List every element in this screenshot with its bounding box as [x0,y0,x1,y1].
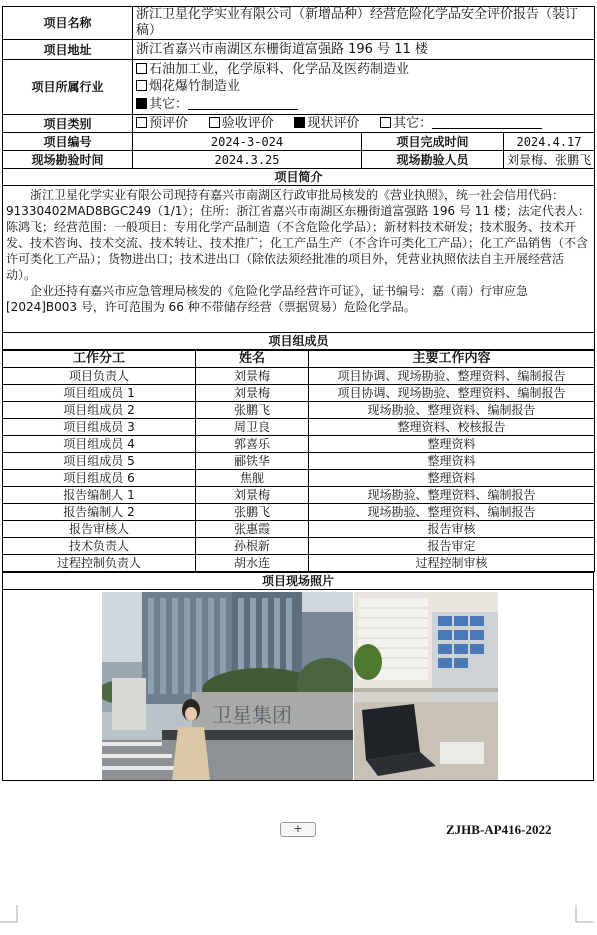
member-work: 整理资料 [309,436,595,453]
survey-time-label: 现场勘验时间 [3,151,133,169]
member-work: 项目协调、现场勘验、整理资料、编制报告 [309,385,595,402]
project-industry-label: 项目所属行业 [3,60,133,115]
member-name: 郭喜乐 [196,436,309,453]
member-role: 项目组成员 5 [3,453,196,470]
sign-text: 卫星集团 [212,703,292,727]
table-row [3,555,595,572]
member-role: 项目组成员 4 [3,436,196,453]
table-row [3,402,595,419]
crop-mark-icon [0,905,18,923]
table-row [3,538,595,555]
survey-people-value: 刘景梅、张鹏飞 [504,151,595,169]
member-role: 项目组成员 2 [3,402,196,419]
member-name: 胡水连 [196,555,309,572]
document-code: ZJHB-AP416-2022 [446,822,552,837]
member-work: 过程控制审核 [309,555,595,572]
member-name: 刘景梅 [196,368,309,385]
table-row [3,368,595,385]
document-page [2,6,594,781]
project-type-label: 项目类别 [3,115,133,133]
survey-time-value: 2024.3.25 [133,151,362,169]
crop-mark-icon [575,905,593,923]
members-title: 项目组成员 [3,333,595,350]
member-role: 过程控制负责人 [3,555,196,572]
checkbox-icon [380,117,391,128]
project-info-table [2,6,595,350]
building-photo [102,592,353,780]
project-name-value: 浙江卫星化学实业有限公司（新增品种）经营危险化学品安全评价报告（装订稿） [133,7,595,40]
project-name-label: 项目名称 [3,7,133,40]
intro-paragraph-2: 企业还持有嘉兴市应急管理局核发的《危险化学品经营许可证》，证书编号：嘉（南）行审应急[2024]B003 号，许可范围为 66 种不带储存经营（票据贸易）危险化学品。 [6,284,529,314]
type-options [133,115,595,133]
add-button[interactable]: + [280,822,316,837]
member-work: 整理资料 [309,453,595,470]
checkbox-icon [209,117,220,128]
office-photo [354,592,498,780]
photos-title: 项目现场照片 [3,573,594,590]
member-role: 报告编制人 2 [3,504,196,521]
table-row [3,419,595,436]
member-work: 现场勘验、整理资料、编制报告 [309,487,595,504]
intro-body [3,186,595,333]
member-name: 郦铁华 [196,453,309,470]
member-name: 周卫良 [196,419,309,436]
member-role: 项目负责人 [3,368,196,385]
table-row [3,436,595,453]
member-work: 项目协调、现场勘验、整理资料、编制报告 [309,368,595,385]
member-name: 孙根新 [196,538,309,555]
survey-people-label: 现场勘验人员 [362,151,504,169]
member-role: 项目组成员 3 [3,419,196,436]
type-option-4: 其它： [393,115,433,131]
industry-options [133,60,595,115]
industry-option-1: 石油加工业，化学原料、化学品及医药制造业 [149,61,410,77]
intro-paragraph-1: 浙江卫星化学实业有限公司现持有嘉兴市南湖区行政审批局核发的《营业执照》，统一社会信用代码：91330402MAD8BGC249（1/1）；住所：浙江省嘉兴市南湖区东栅街道富强路 196 号 11 楼；法定代表人：陈鸿飞；经营范围：一般项目：专用化学产品制造（不含危险化学品）；新材料技术研发；技术服务、技术开发、技术咨询、技术交流、技术转让、技术推广；化工产品生产（不含许可类化工产品）；化工产品销售（不含许可类化工产品）；货物进出口；技术进出口（除依法须经批准的项目外，凭营业执照依法自主开展经营活动）。 [6,188,590,282]
checkbox-icon [136,63,147,74]
table-row [3,385,595,402]
member-name: 刘景梅 [196,487,309,504]
member-header-role: 工作分工 [3,351,196,368]
member-name: 张鹏飞 [196,402,309,419]
project-address-label: 项目地址 [3,40,133,60]
table-row [3,453,595,470]
member-role: 报告审核人 [3,521,196,538]
table-row [3,470,595,487]
member-name: 焦舰 [196,470,309,487]
member-name: 张惠霞 [196,521,309,538]
member-work: 现场勘验、整理资料、编制报告 [309,402,595,419]
members-table [2,350,595,572]
type-option-2: 验收评价 [221,115,274,131]
member-work: 整理资料、校核报告 [309,419,595,436]
member-header-name: 姓名 [196,351,309,368]
checkbox-checked-icon [294,117,305,128]
project-number-label: 项目编号 [3,133,133,151]
blank-line [188,97,298,110]
checkbox-icon [136,117,147,128]
photos-area [3,590,593,780]
table-row [3,504,595,521]
table-row [3,487,595,504]
photos-table [2,572,594,781]
industry-option-2: 烟花爆竹制造业 [149,79,241,95]
member-name: 张鹏飞 [196,504,309,521]
project-address-value: 浙江省嘉兴市南湖区东栅街道富强路 196 号 11 楼 [133,40,595,60]
member-role: 报告编制人 1 [3,487,196,504]
member-work: 现场勘验、整理资料、编制报告 [309,504,595,521]
member-role: 项目组成员 1 [3,385,196,402]
industry-option-3: 其它： [149,96,189,112]
member-work: 整理资料 [309,470,595,487]
type-option-3: 现状评价 [307,115,360,131]
checkbox-checked-icon [136,98,147,109]
member-work: 报告审定 [309,538,595,555]
table-row [3,521,595,538]
member-header-work: 主要工作内容 [309,351,595,368]
member-role: 项目组成员 6 [3,470,196,487]
project-number-value: 2024-3-024 [133,133,362,151]
member-name: 刘景梅 [196,385,309,402]
complete-time-label: 项目完成时间 [362,133,504,151]
member-role: 技术负责人 [3,538,196,555]
blank-line [432,116,542,129]
checkbox-icon [136,80,147,91]
type-option-1: 预评价 [149,115,189,131]
member-work: 报告审核 [309,521,595,538]
intro-title: 项目简介 [3,169,595,186]
complete-time-value: 2024.4.17 [504,133,595,151]
